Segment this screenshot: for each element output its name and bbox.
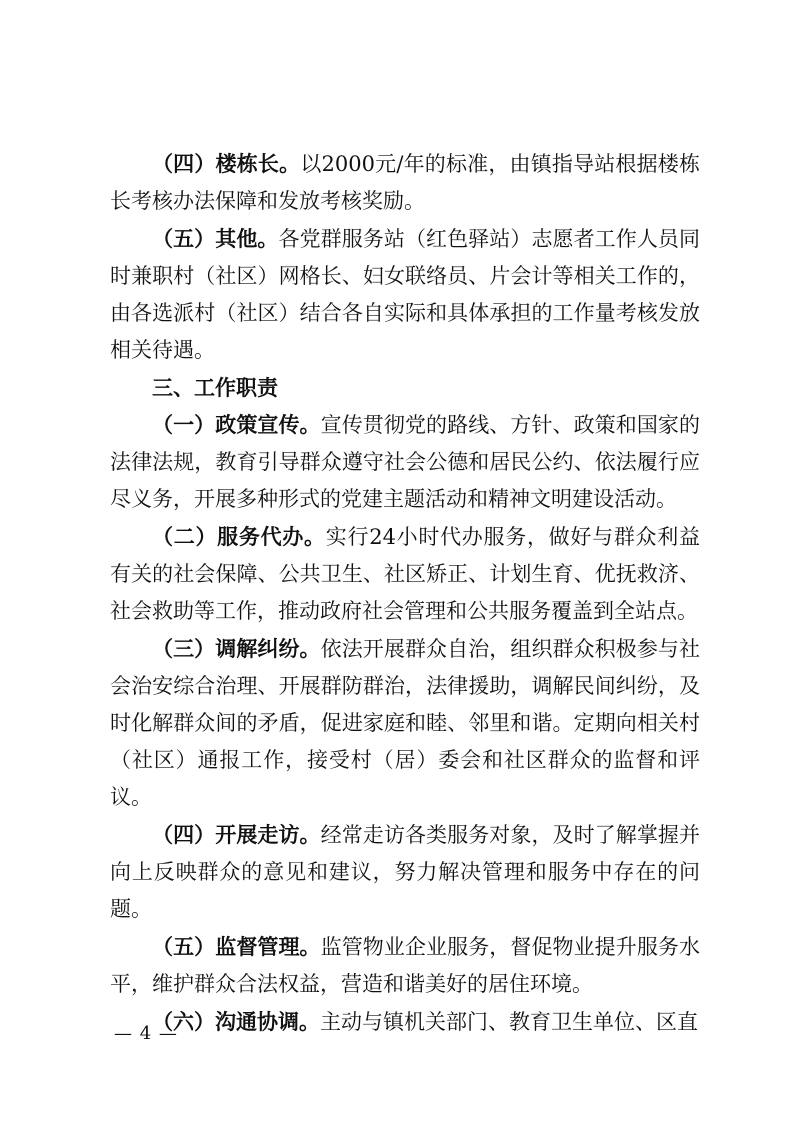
paragraph-lead: （四）开展走访。 <box>152 822 321 847</box>
paragraph-dispute-mediation <box>110 630 700 816</box>
paragraph-building-leader <box>110 145 700 220</box>
paragraph-text: 依法开展群众自治，组织群众积极参与社会治安综合治理、开展群防群治，法律援助，调解民间纠纷，及时化解群众间的矛盾，促进家庭和睦、邻里和谐。定期向相关村（社区）通报工作，接受村（居）委会和社区群众的监督和评议。 <box>110 637 700 809</box>
paragraph-text: 各党群服务站（红色驿站）志愿者工作人员同时兼职村（社区）网格长、妇女联络员、片会计等相关工作的，由各选派村（社区）结合各自实际和具体承担的工作量考核发放相关待遇。 <box>110 227 701 362</box>
section-heading: 三、工作职责 <box>152 375 278 400</box>
paragraph-text: 主动与镇机关部门、教育卫生单位、区直 <box>320 1010 698 1034</box>
paragraph-supervision <box>110 928 700 1003</box>
document-body <box>110 145 700 1041</box>
paragraph-policy-publicity <box>110 406 700 518</box>
paragraph-coordination <box>110 1003 700 1041</box>
paragraph-other <box>110 220 700 369</box>
paragraph-lead: （二）服务代办。 <box>152 524 326 549</box>
paragraph-text: 实行24小时代办服务，做好与群众利益有关的社会保障、公共卫生、社区矫正、计划生育、优抚救济、社会救助等工作，推动政府社会管理和公共服务覆盖到全站点。 <box>110 525 700 623</box>
paragraph-lead: （五）其他。 <box>152 226 279 251</box>
paragraph-text: 经常走访各类服务对象，及时了解掌握并向上反映群众的意见和建议，努力解决管理和服务中存在的问题。 <box>110 823 700 921</box>
paragraph-lead: （五）监督管理。 <box>152 934 321 959</box>
paragraph-text: 监管物业企业服务，督促物业提升服务水平，维护群众合法权益，营造和谐美好的居住环境。 <box>110 935 700 996</box>
page-number: — 4 — <box>114 1023 178 1044</box>
paragraph-lead: （六）沟通协调。 <box>152 1009 320 1034</box>
paragraph-text: 宣传贯彻党的路线、方针、政策和国家的法律法规，教育引导群众遵守社会公德和居民公约、依法履行应尽义务，开展多种形式的党建主题活动和精神文明建设活动。 <box>110 413 700 511</box>
paragraph-lead: （一）政策宣传。 <box>152 412 321 437</box>
paragraph-lead: （三）调解纠纷。 <box>152 636 321 661</box>
paragraph-lead: （四）楼栋长。 <box>152 151 301 176</box>
paragraph-visits <box>110 816 700 928</box>
paragraph-service-agency <box>110 518 700 630</box>
paragraph-text: 以2000元/年的标准，由镇指导站根据楼栋长考核办法保障和发放考核奖励。 <box>110 152 700 213</box>
